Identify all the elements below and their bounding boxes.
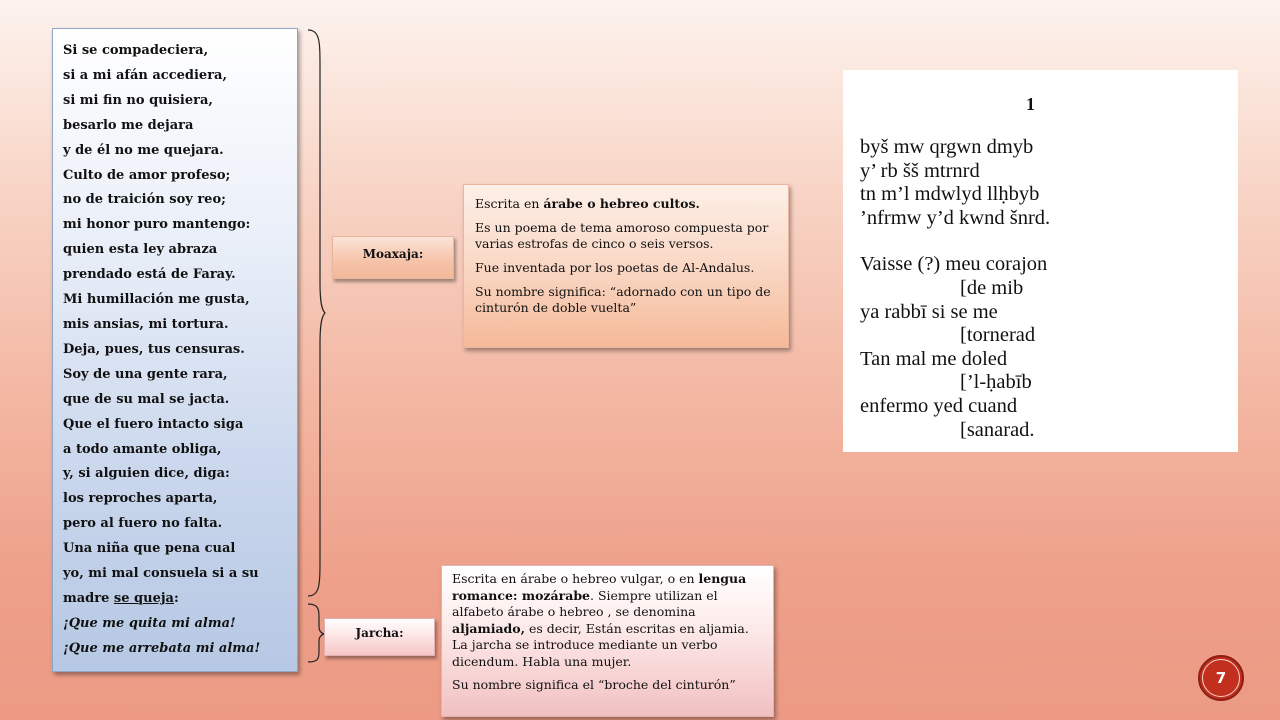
poem-line: y de él no me quejara. bbox=[63, 142, 224, 158]
jarcha-p2: Su nombre significa el “broche del cinturón” bbox=[452, 677, 736, 692]
manuscript-romance-line: Tan mal me doled bbox=[860, 347, 1008, 370]
jarcha-p1-c: . Siempre utilizan el alfabeto árabe o hebreo , se denomina bbox=[452, 587, 718, 619]
poem-line: yo, mi mal consuela si a su bbox=[63, 566, 259, 582]
manuscript-romance-line: [de mib bbox=[960, 276, 1024, 299]
manuscript-romance-line: ya rabbī si se me bbox=[860, 300, 998, 323]
jarcha-p1-b: lengua romance: mozárabe bbox=[452, 571, 747, 603]
manuscript-aljamiado-line: byš mw qrgwn dmyb bbox=[860, 136, 1034, 158]
poem-line: Mi humillación me gusta, bbox=[63, 292, 250, 308]
jarcha-p1-d: aljamiado, bbox=[452, 620, 525, 636]
moaxaja-brace bbox=[306, 28, 326, 598]
poem-line: si mi fin no quisiera, bbox=[63, 92, 213, 108]
manuscript-romance-line: [’l-ḥabīb bbox=[960, 371, 1032, 394]
poem-line: besarlo me dejara bbox=[63, 117, 194, 133]
moaxaja-p3: Fue inventada por los poetas de Al-Andalus. bbox=[475, 260, 755, 275]
poem-line: pero al fuero no falta. bbox=[63, 516, 223, 532]
poem-line: quien esta ley abraza bbox=[63, 242, 218, 258]
moaxaja-label bbox=[332, 236, 454, 279]
jarcha-info-box bbox=[441, 565, 774, 717]
jarcha-label bbox=[324, 618, 435, 656]
manuscript-romance-line: Vaisse (?) meu corajon bbox=[860, 253, 1048, 276]
poem-line: Deja, pues, tus censuras. bbox=[63, 341, 245, 357]
jarcha-label-text: Jarcha: bbox=[355, 626, 404, 640]
manuscript-number: 1 bbox=[1026, 94, 1035, 114]
poem-line: mi honor puro mantengo: bbox=[63, 217, 251, 233]
jarcha-p1-a: Escrita en árabe o hebreo vulgar, o en bbox=[452, 571, 699, 586]
jarcha-p1 bbox=[452, 571, 765, 670]
page-number-badge bbox=[1198, 655, 1244, 701]
manuscript-romance-line: enfermo yed cuand bbox=[860, 394, 1018, 417]
poem-line: mis ansias, mi tortura. bbox=[63, 316, 229, 332]
madre-underlined: se queja bbox=[113, 590, 174, 606]
madre-prefix: madre bbox=[63, 590, 114, 606]
moaxaja-p1-prefix: Escrita en bbox=[475, 196, 544, 211]
manuscript-aljamiado-line: tn m’l mdwlyd llḥbyb bbox=[860, 183, 1040, 206]
moaxaja-p2: Es un poema de tema amoroso compuesta por varias estrofas de cinco o seis versos. bbox=[475, 220, 769, 251]
page-number: 7 bbox=[1202, 659, 1240, 697]
poem-line: prendado está de Faray. bbox=[63, 267, 236, 283]
jarcha-line-1: ¡Que me quita mi alma! bbox=[63, 615, 236, 631]
moaxaja-info-box bbox=[463, 184, 789, 348]
manuscript-aljamiado bbox=[860, 136, 1238, 230]
manuscript-romance bbox=[860, 253, 1238, 442]
moaxaja-label-text: Moaxaja: bbox=[362, 247, 424, 261]
jarcha-p1-e: es decir, Están escritas en aljamia. La jarcha se introduce mediante un verbo dicendum. Habla una mujer. bbox=[452, 620, 749, 669]
poem-line: y, si alguien dice, diga: bbox=[63, 466, 230, 482]
manuscript-image bbox=[843, 70, 1238, 452]
jarcha-brace bbox=[306, 603, 326, 663]
poem-line: Si se compadeciera, bbox=[63, 43, 209, 58]
poem-line: Que el fuero intacto siga bbox=[63, 416, 244, 432]
poem-line: los reproches aparta, bbox=[63, 491, 218, 507]
poem-line: Culto de amor profeso; bbox=[63, 167, 231, 183]
manuscript-romance-line: [tornerad bbox=[960, 324, 1036, 347]
poem-lines bbox=[63, 39, 297, 587]
manuscript-aljamiado-line: y’ rb šš mtrnrd bbox=[860, 159, 980, 182]
madre-suffix: : bbox=[173, 590, 179, 606]
moaxaja-p1 bbox=[475, 196, 778, 212]
moaxaja-p1-bold: árabe o hebreo cultos. bbox=[543, 196, 700, 211]
poem-line: a todo amante obliga, bbox=[63, 441, 222, 457]
poem-line: Soy de una gente rara, bbox=[63, 366, 228, 382]
poem-line: si a mi afán accediera, bbox=[63, 67, 227, 83]
poem-line: Una niña que pena cual bbox=[63, 541, 236, 557]
manuscript-aljamiado-line: ’nfrmw y’d kwnd šnrd. bbox=[860, 206, 1051, 229]
poem-line: que de su mal se jacta. bbox=[63, 391, 230, 407]
poem-text-box bbox=[52, 28, 298, 672]
jarcha-line-2: ¡Que me arrebata mi alma! bbox=[63, 640, 261, 656]
poem-line: no de traición soy reo; bbox=[63, 192, 226, 208]
moaxaja-p4: Su nombre significa: “adornado con un tipo de cinturón de doble vuelta” bbox=[475, 284, 771, 315]
manuscript-romance-line: [sanarad. bbox=[960, 418, 1035, 441]
poem-line-madre bbox=[63, 587, 297, 612]
